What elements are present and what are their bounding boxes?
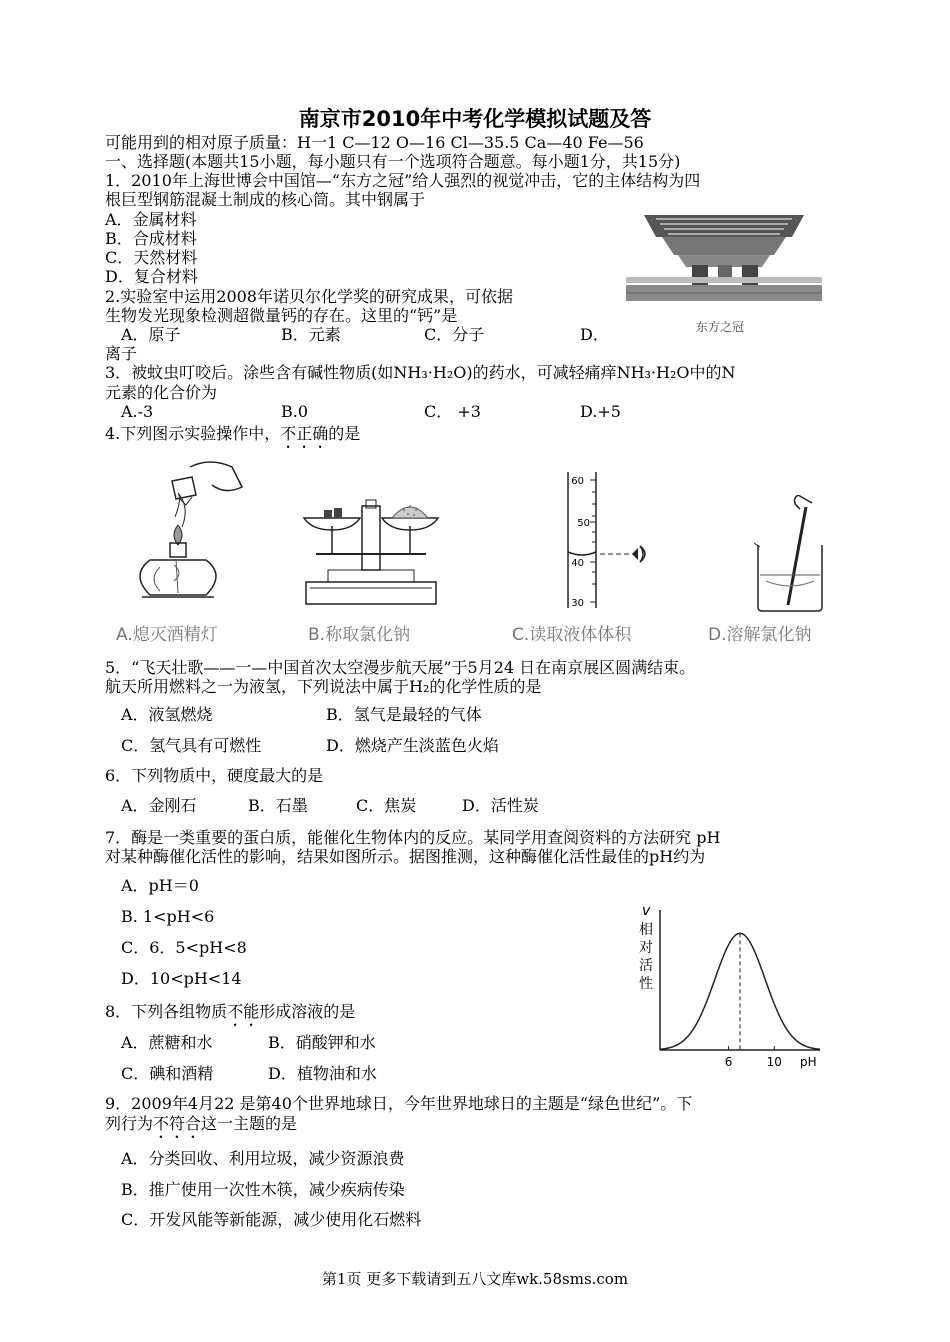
q2-option-c: C．分子 <box>424 325 485 344</box>
q6-option-b: B．石墨 <box>248 796 308 815</box>
q5-option-c: C．氢气具有可燃性 <box>121 736 262 755</box>
q8-option-c: C．碘和酒精 <box>121 1064 214 1083</box>
q7-option-a: A．pH＝0 <box>121 876 199 895</box>
q8-stem-pre: 8．下列各组物质 <box>105 1002 228 1021</box>
q4-stem-post: 的是 <box>328 424 361 443</box>
y-axis-symbol: v <box>642 903 651 919</box>
q1-option-c: C．天然材料 <box>105 248 198 267</box>
q9-stem-post: 这一主题的是 <box>201 1114 298 1133</box>
q5-option-a: A．液氢燃烧 <box>121 705 213 724</box>
alcohol-lamp-diagram <box>120 455 250 615</box>
section-heading: 一、选择题(本题共15小题，每小题只有一个选项符合题意。每小题1分，共15分) <box>105 152 681 171</box>
q1-stem-line1: 1．2010年上海世博会中国馆—“东方之冠”给人强烈的视觉冲击，它的主体结构为四 <box>105 171 701 190</box>
pavilion-caption: 东方之冠 <box>696 320 745 334</box>
q2-option-a: A．原子 <box>121 325 181 344</box>
y-label-char-1: 相 <box>639 922 653 938</box>
q1-option-d: D．复合材料 <box>105 267 198 286</box>
q9-option-b: B．推广使用一次性木筷，减少疾病传染 <box>121 1180 405 1199</box>
q7-option-b: B. 1<pH<6 <box>121 907 215 926</box>
q6-option-c: C．焦炭 <box>356 796 417 815</box>
q3-stem-line1: 3．被蚊虫叮咬后。涂些含有碱性物质(如NH₃·H₂O)的药水，可减轻痛痒NH₃·H₂O中的N <box>105 363 736 382</box>
atomic-mass-line: 可能用到的相对原子质量：H一1 C—12 O—16 Cl—35.5 Ca—40 Fe—56 <box>105 133 644 152</box>
q3-option-d: D.+5 <box>580 402 621 421</box>
q7-option-d: D．10<pH<14 <box>121 969 242 988</box>
q2-option-b: B．元素 <box>281 325 341 344</box>
page-title: 南京市2010年中考化学模拟试题及答 <box>298 107 652 131</box>
q3-option-c: C． +3 <box>424 402 481 421</box>
q7-stem-line2: 对某种酶催化活性的影响，结果如图所示。据图推测，这种酶催化活性最佳的pH约为 <box>105 847 706 866</box>
q5-stem-line2: 航天所用燃料之一为液氢，下列说法中属于H₂的化学性质的是 <box>105 677 542 696</box>
y-label-char-2: 对 <box>639 940 653 956</box>
q6-option-d: D．活性炭 <box>462 796 539 815</box>
x-tick-label-6: 6 <box>724 1055 733 1069</box>
cylinder-tick-30: 30 <box>571 598 584 609</box>
q4-caption-a: A.熄灭酒精灯 <box>116 625 218 645</box>
q4-caption-d: D.溶解氯化钠 <box>708 625 812 645</box>
cylinder-tick-50: 50 <box>577 518 590 529</box>
q5-stem-line1: 5．“飞天壮歌——一—中国首次太空漫步航天展”于5月24 日在南京展区圆满结束。 <box>105 658 696 677</box>
q9-stem-emphasis: 不符合 <box>153 1114 202 1133</box>
q8-stem-post: 形成溶液的是 <box>259 1002 356 1021</box>
q2-stem-line2: 生物发光现象检测超微量钙的存在。这里的“钙”是 <box>105 306 458 325</box>
q9-stem-pre: 列行为 <box>105 1114 154 1133</box>
q4-caption-b: B.称取氯化钠 <box>308 625 411 645</box>
q4-stem-emphasis: 不正确 <box>280 424 329 443</box>
q1-stem-line2: 根巨型钢筋混凝土制成的核心筒。其中钢属于 <box>105 190 426 209</box>
q7-option-c: C．6．5<pH<8 <box>121 938 247 957</box>
q4-stem <box>105 424 360 452</box>
q9-option-c: C．开发风能等新能源，减少使用化石燃料 <box>121 1210 422 1229</box>
q2-option-d: D． <box>580 325 609 344</box>
q5-option-b: B．氢气是最轻的气体 <box>326 705 482 724</box>
q7-stem-line1: 7．酶是一类重要的蛋白质，能催化生物体内的反应。某同学用查阅资料的方法研究 pH <box>105 828 721 847</box>
enzyme-activity-chart <box>620 900 835 1080</box>
beaker-diagram <box>750 495 850 615</box>
china-pavilion-image <box>626 207 822 307</box>
page-footer: 第1页 更多下载请到五八文库wk.58sms.com <box>321 1270 629 1288</box>
y-label-char-3: 活 <box>639 958 653 974</box>
q2-option-d-cont: 离子 <box>105 344 138 363</box>
q9-stem-line1: 9．2009年4月22 是第40个世界地球日，今年世界地球日的主题是“绿色世纪”。下 <box>105 1094 693 1113</box>
q6-stem: 6．下列物质中，硬度最大的是 <box>105 766 324 785</box>
y-label-char-4: 性 <box>639 976 653 992</box>
q8-option-b: B．硝酸钾和水 <box>268 1033 376 1052</box>
x-axis-label: pH <box>800 1055 817 1069</box>
q2-stem-line1: 2.实验室中运用2008年诺贝尔化学奖的研究成果，可依据 <box>105 287 513 306</box>
cylinder-tick-40: 40 <box>571 558 584 569</box>
q8-option-d: D．植物油和水 <box>268 1064 377 1083</box>
q1-option-a: A．金属材料 <box>105 210 197 229</box>
q4-stem-pre: 4.下列图示实验操作中， <box>105 424 281 443</box>
q8-stem <box>105 1002 355 1030</box>
graduated-cylinder-diagram <box>540 468 670 614</box>
x-tick-label-10: 10 <box>766 1055 782 1069</box>
balance-diagram <box>296 492 446 612</box>
q5-option-d: D．燃烧产生淡蓝色火焰 <box>326 736 499 755</box>
q1-option-b: B．合成材料 <box>105 229 197 248</box>
q8-option-a: A．蔗糖和水 <box>121 1033 213 1052</box>
q9-option-a: A．分类回收、利用垃圾，减少资源浪费 <box>121 1149 405 1168</box>
q9-stem-line2 <box>105 1114 297 1142</box>
q4-caption-c: C.读取液体体积 <box>512 625 632 645</box>
q3-option-a: A.-3 <box>121 402 154 421</box>
q3-stem-line2: 元素的化合价为 <box>105 383 218 402</box>
q3-option-b: B.0 <box>281 402 309 421</box>
cylinder-tick-60: 60 <box>571 476 584 487</box>
q6-option-a: A．金刚石 <box>121 796 197 815</box>
q8-stem-emphasis: 不能 <box>227 1002 260 1021</box>
